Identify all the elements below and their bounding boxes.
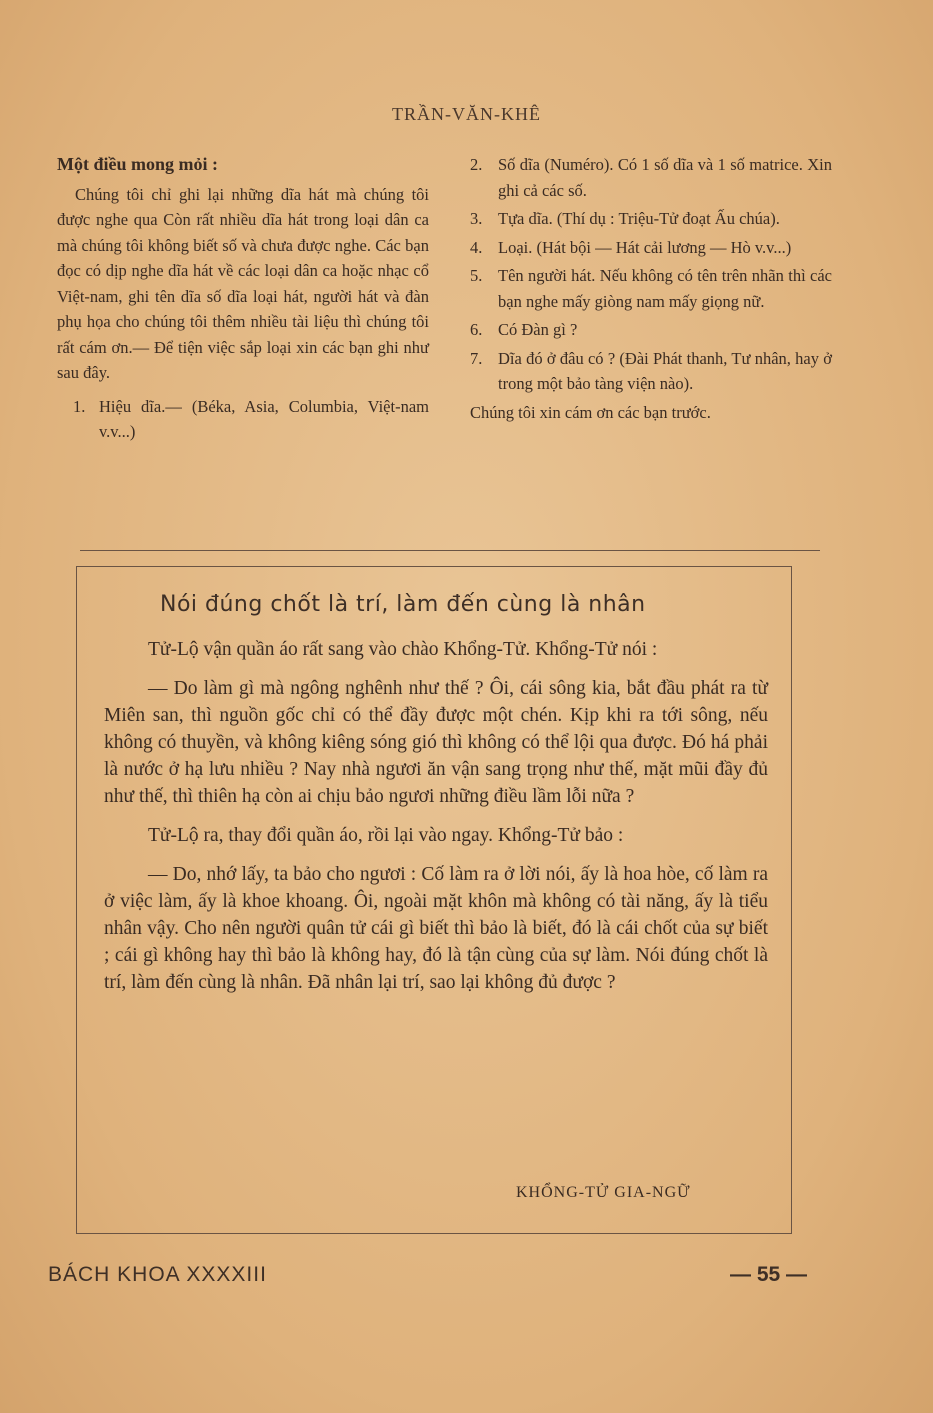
page-number: — 55 —	[730, 1263, 808, 1286]
story-paragraph: — Do làm gì mà ngông nghênh như thế ? Ôi, cái sông kia, bắt đầu phát ra từ Miên san, thì nguồn gốc chỉ có thể đầy được một chén. Kịp khi ra tới sông, nếu không có thuyền, và không kiêng sóng gió thì không có thể lội qua được. Đó há phải là nước ở hạ lưu nhiều ? Nay nhà ngươi ăn vận sang trọng như thế, mặt mũi đầy đủ như thế, thì thiên hạ còn ai chịu bảo ngươi những điều lầm lỗi nữa ?	[104, 678, 768, 807]
right-column	[470, 152, 832, 425]
list-item-number: 6.	[470, 320, 483, 339]
box-signature: KHỔNG-TỬ GIA-NGỮ	[516, 1184, 691, 1201]
list-item-text: Số dĩa (Numéro). Có 1 số dĩa và 1 số matrice. Xin ghi cả các số.	[498, 155, 832, 200]
list-item-text: Dĩa đó ở đâu có ? (Đài Phát thanh, Tư nhân, hay ở trong một bảo tàng viện nào).	[498, 348, 832, 393]
running-header: TRẦN-VĂN-KHÊ	[392, 104, 541, 124]
box-story	[104, 636, 768, 1008]
list-item-number: 1.	[73, 396, 86, 416]
left-column	[57, 152, 429, 448]
story-paragraph: — Do, nhớ lấy, ta bảo cho ngươi : Cố làm ra ở lời nói, ấy là hoa hòe, cố làm ra ở việc làm, ấy là khoe khoang. Ôi, ngoài mặt khôn mà không có tài năng, ấy là tiểu nhân vậy. Cho nên người quân tử cái gì biết thì bảo là biết, đó là cái chốt của sự biết ; cái gì không hay thì bảo là không hay, đó là tận cùng của sự làm. Nói đúng chốt là trí, làm đến cùng là nhân. Đã nhân lại trí, sao lại không đủ được ?	[104, 864, 768, 993]
list-item-text: Loại. (Hát bội — Hát cải lương — Hò v.v...)	[498, 237, 792, 257]
list-item-number: 4.	[470, 237, 483, 257]
left-list	[57, 394, 429, 445]
publication-title: BÁCH KHOA XXXXIII	[48, 1263, 267, 1286]
list-item-text: Tên người hát. Nếu không có tên trên nhãn thì các bạn nghe mấy giòng nam mấy giọng nữ.	[498, 266, 832, 311]
list-item	[470, 152, 832, 203]
story-paragraph: Tử-Lộ ra, thay đổi quần áo, rồi lại vào ngay. Khổng-Tử bảo :	[148, 825, 624, 846]
section-divider	[80, 550, 820, 551]
right-list	[470, 152, 832, 397]
list-item-number: 5.	[470, 266, 483, 285]
closing-line: Chúng tôi xin cám ơn các bạn trước.	[470, 402, 711, 422]
list-item-text: Tựa dĩa. (Thí dụ : Triệu-Tử đoạt Ấu chúa).	[498, 209, 780, 228]
story-paragraph: Tử-Lộ vận quần áo rất sang vào chào Khổng-Tử. Khổng-Tử nói :	[148, 639, 658, 660]
list-item	[470, 235, 832, 261]
list-item-number: 3.	[470, 209, 483, 228]
box-title: Nói đúng chốt là trí, làm đến cùng là nhân	[160, 592, 646, 617]
section-title: Một điều mong mỏi :	[57, 154, 218, 174]
list-item	[470, 263, 832, 314]
list-item	[57, 394, 429, 445]
request-paragraph: Chúng tôi chỉ ghi lại những dĩa hát mà chúng tôi được nghe qua Còn rất nhiều dĩa hát trong loại dân ca mà chúng tôi không biết số và chưa được nghe. Các bạn đọc có dịp nghe dĩa hát về các loại dân ca hoặc nhạc cổ Việt-nam, ghi tên dĩa số dĩa loại hát, người hát và đàn phụ họa cho chúng tôi thêm nhiều tài liệu thì chúng tôi rất cám ơn.— Để tiện việc sắp loại xin các bạn ghi như sau đây.	[57, 184, 429, 382]
list-item	[470, 317, 832, 343]
list-item-text: Hiệu dĩa.— (Béka, Asia, Columbia, Việt-nam v.v...)	[99, 396, 429, 441]
list-item-text: Có Đàn gì ?	[498, 320, 578, 339]
list-item	[470, 346, 832, 397]
list-item	[470, 206, 832, 232]
list-item-number: 2.	[470, 155, 483, 174]
list-item-number: 7.	[470, 348, 483, 368]
